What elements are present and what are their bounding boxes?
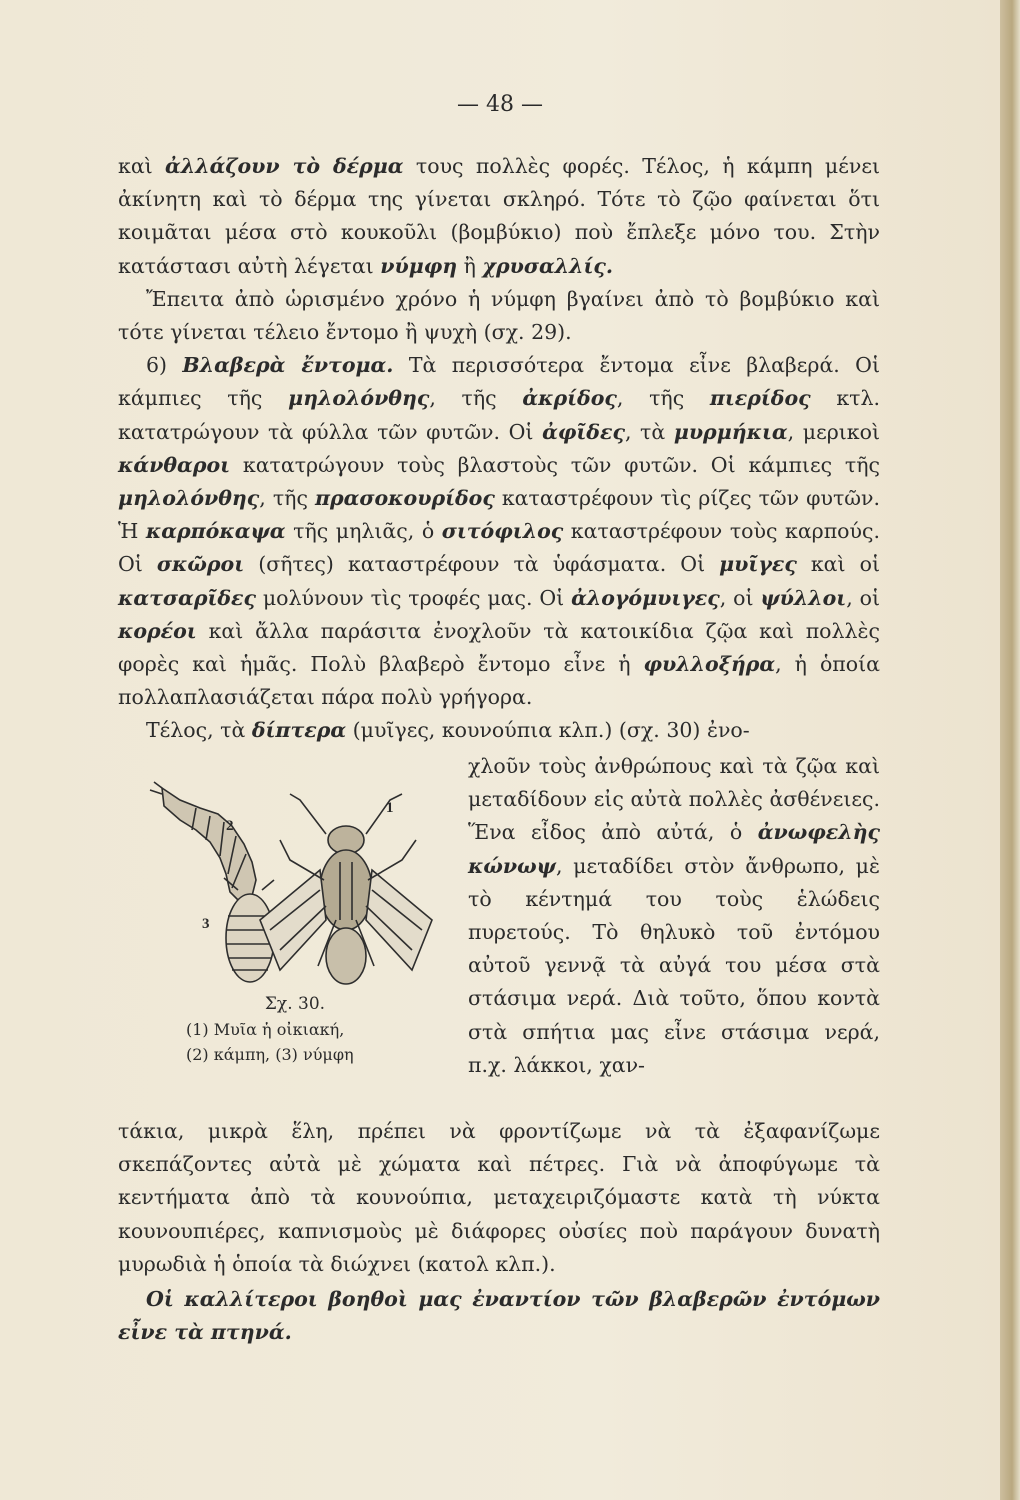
text-run: , οἱ [719, 585, 761, 610]
text-run: , τῆς [616, 386, 710, 411]
text-run: (μυῖγες, κουνούπια κλπ.) (σχ. 30) ἐνο- [346, 718, 750, 743]
caption-line: (2) κάμπη, (3) νύμφη [186, 1045, 354, 1064]
emphasized-term: κάνθαροι [118, 452, 231, 477]
emphasized-term: μηλολόνθης [288, 386, 430, 411]
emphasized-term: ἀφῖδες [542, 419, 625, 444]
figure-label-1: 1 [386, 800, 394, 816]
emphasized-term: χρυσαλλίς. [482, 253, 614, 278]
text-run: , τῆς [429, 386, 523, 411]
emphasized-term: πιερίδος [709, 386, 811, 411]
text-run: χλοῦν τοὺς ἀνθρώπους καὶ τὰ ζῷα καὶ μεταδίδουν εἰς αὐτὰ πολλὲς ἀσθένειες. Ἕνα εἶδος ἀπὸ αὐτά, ὁ [468, 754, 880, 845]
text-run: Τὰ περισσότερα ἔντομα εἶνε βλαβερά. Οἱ κάμπιες τῆς [118, 353, 881, 411]
text-run: καταστρέφουν τὶς ρίζες τῶν φυτῶν. Ἡ [118, 486, 880, 544]
text-run: καὶ [118, 154, 166, 178]
closing-line: Οἱ καλλίτεροι βοηθοὶ μας ἐναντίον τῶν βλαβερῶν ἐντόμων εἶνε τὰ πτηνά. [118, 1287, 880, 1345]
emphasized-term: σκῶροι [156, 552, 245, 577]
emphasized-term: ἀνωφελὴς κώνωψ [468, 820, 880, 878]
fly-figure-svg [140, 770, 440, 990]
text-run: 6) [146, 353, 183, 378]
paragraph [118, 283, 880, 349]
emphasized-term: δίπτερα [251, 718, 347, 743]
emphasized-term: φυλλοξήρα [643, 652, 776, 677]
text-run: , μερικοὶ [787, 419, 881, 444]
right-column-text [468, 750, 880, 1082]
emphasized-term: πρασοκουρίδος [314, 486, 495, 511]
text-run: Ἔπειτα ἀπὸ ὡρισμένο χρόνο ἡ νύμφη βγαίνει ἀπὸ τὸ βομβύκιο καὶ τότε γίνεται τέλειο ἔντομο ἢ ψυχὴ (σχ. 29). [118, 286, 880, 345]
text-run: , οἱ [846, 585, 880, 610]
caption-line: (1) Μυῖα ἡ οἰκιακή, [186, 1020, 345, 1039]
paragraph [118, 1115, 880, 1281]
text-run: κτλ. κατατρώγουν τὰ φύλλα τῶν φυτῶν. Οἱ [118, 386, 880, 444]
emphasized-term: μυρμήκια [673, 419, 788, 444]
text-run: (σῆτες) καταστρέφουν τὰ ὑφάσματα. Οἱ [244, 552, 720, 577]
emphasized-term: νύμφη [380, 253, 458, 278]
text-run: , μεταδίδει στὸν ἄνθρωπο, μὲ τὸ κέντημά του τοὺς ἑλώδεις πυρετούς. Τὸ θηλυκὸ τοῦ ἐντόμου αὐτοῦ γεννᾷ τὰ αὐγά του μέσα στὰ στάσιμα νερά. Διὰ τοῦτο, ὅπου κοντὰ στὰ σπήτια μας εἶνε στάσιμα νερά, π.χ. λάκκοι, χαν- [468, 853, 880, 1077]
emphasized-term: Βλαβερὰ ἔντομα. [182, 353, 394, 378]
emphasized-term: ψύλλοι [760, 585, 847, 610]
text-run: τους πολλὲς φορές. Τέλος, ἡ κάμπη μένει ἀκίνητη καὶ τὸ δέρμα της γίνεται σκληρό. Τότε τὸ ζῷο φαίνεται ὅτι κοιμᾶται μέσα στὸ κουκοῦλι (βομβύκιο) ποὺ ἔπλεξε μόνο του. Στὴν κατάστασι αὐτὴ λέγεται [118, 154, 880, 278]
page-edge [1000, 0, 1020, 1500]
emphasized-term: μυῖγες [719, 552, 797, 577]
text-run: Τέλος, τὰ [146, 718, 252, 743]
caterpillar-drawing [150, 782, 256, 902]
figure-caption [150, 992, 440, 1067]
emphasized-term: κατσαρῖδες [118, 585, 256, 610]
figure-label-3: 3 [202, 916, 210, 932]
text-run: τῆς μηλιᾶς, ὁ [285, 519, 442, 544]
paragraph [118, 714, 880, 747]
emphasized-term: κορέοι [118, 618, 197, 643]
emphasized-term: ἀλλάζουν τὸ δέρμα [165, 154, 404, 178]
text-run: καὶ ἄλλα παράσιτα ἐνοχλοῦν τὰ κατοικίδια ζῷα καὶ πολλὲς φορὲς καὶ ἡμᾶς. Πολὺ βλαβερὸ ἔντομο εἶνε ἡ [118, 618, 880, 677]
lower-text-block [118, 1115, 880, 1349]
emphasized-term: καρπόκαψα [145, 519, 286, 544]
paragraph [468, 750, 880, 1082]
text-run: κατατρώγουν τοὺς βλαστοὺς τῶν φυτῶν. Οἱ κάμπιες τῆς [230, 452, 880, 477]
fly-illustration [140, 770, 440, 990]
text-run: μολύνουν τὶς τροφές μας. Οἱ [256, 585, 572, 610]
page-number: — 48 — [457, 92, 543, 117]
emphasized-term: μηλολόνθης [118, 486, 260, 511]
emphasized-term: ἀκρίδος [522, 386, 617, 411]
paragraph [118, 349, 880, 714]
text-run: τάκια, μικρὰ ἕλη, πρέπει νὰ φροντίζωμε νὰ τὰ ἐξαφανίζωμε σκεπάζοντες αὐτὰ μὲ χώματα καὶ πέτρες. Γιὰ νὰ ἀποφύγωμε τὰ κεντήματα ἀπὸ τὰ κουνούπια, μεταχειριζόμαστε κατὰ τὴ νύκτα κουνουπιέρες, καπνισμοὺς μὲ διάφορες οὐσίες ποὺ παράγουν δυνατὴ μυρωδιὰ ἡ ὁποία τὰ διώχνει (κατολ κλπ.). [118, 1119, 880, 1276]
caption-title: Σχ. 30. [264, 994, 326, 1014]
text-run: καταστρέφουν τοὺς καρπούς. Οἱ [118, 519, 880, 577]
text-run: , ἡ ὁποία πολλαπλασιάζεται πάρα πολὺ γρήγορα. [118, 652, 881, 710]
figure-label-2: 2 [226, 818, 234, 834]
text-run: , τὰ [624, 419, 674, 444]
emphasized-term: ἀλογόμυιγες [571, 585, 720, 610]
emphasized-term: σιτόφιλος [441, 519, 564, 544]
text-run: ἢ [457, 253, 483, 278]
text-run: καὶ οἱ [796, 552, 880, 577]
paragraph [118, 150, 880, 283]
upper-text-block [118, 150, 880, 748]
text-run: , τῆς [259, 486, 315, 511]
fly-drawing [260, 794, 432, 984]
